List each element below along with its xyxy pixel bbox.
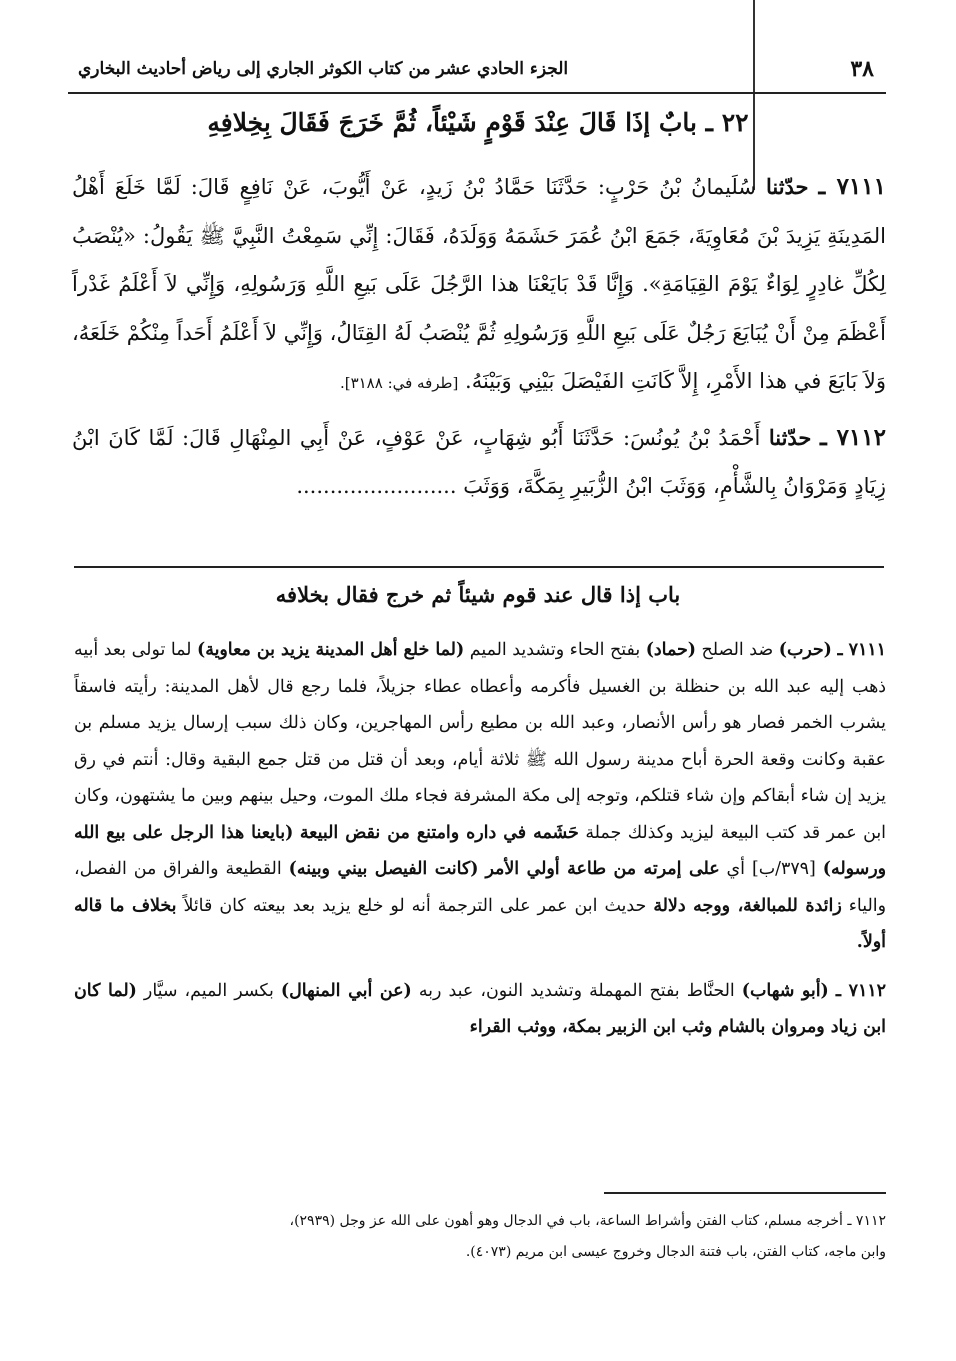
- commentary-term: (بايعنا هذا الرجل على بيع الله ورسوله): [74, 822, 886, 879]
- hadith-body: أَحْمَدُ بْنُ يُونُسَ: حَدَّثَنَا أَبُو شِهَابٍ، عَنْ عَوْفٍ، عَنْ أَبِي المِنْهَالِ قَالَ: لَمَّا كَانَ ابْنُ زِيَادٍ وَمَرْوَانُ بِالشَّأْمِ، وَوَثَبَ ابْنُ الزُّبَيرِ بِمَكَّةَ، وَوَثَبَ: [72, 425, 886, 498]
- running-title: الجزء الحادي عشر من كتاب الكوثر الجاري إلى رياض أحاديث البخاري: [78, 59, 569, 79]
- commentary-term: حَشَمه في داره وامتنع من نقض البيعة: [299, 822, 579, 843]
- commentary-term: (لما خلع أهل المدينة يزيد بن معاوية): [197, 640, 465, 660]
- section-divider: [74, 566, 884, 568]
- commentary-term: (لما كان ابن زياد ومروان بالشام وثب ابن الزبير بمكة، ووثب القراء: [74, 980, 886, 1037]
- hadith-lead: حدّثنا: [768, 424, 812, 450]
- commentary-text: القطيعة والفراق من الفصل، والياء: [74, 859, 886, 916]
- commentary-text: [٣٧٩/ب] أي: [719, 859, 823, 879]
- commentary-term: بخلاف ما قاله أولاً.: [74, 895, 886, 952]
- commentary-term: (أبو شهاب): [741, 980, 829, 1001]
- page-number: ٣٨: [850, 56, 874, 82]
- continuation-dots: ........................: [296, 474, 457, 498]
- commentary-text: حديث ابن عمر على الترجمة أنه لو خلع يزيد بعد بيعته كان قائلاً: [176, 895, 654, 916]
- commentary-title: باب إذا قال عند قوم شيئاً ثم خرج فقال بخلافه: [275, 582, 681, 607]
- commentary-term: على إمرته من طاعة أولي الأمر: [485, 859, 720, 879]
- hadith-text-section: [72, 163, 886, 511]
- page-header: [68, 46, 886, 94]
- footnotes: [74, 1206, 886, 1268]
- commentary-section: [74, 632, 886, 1058]
- commentary-7112: [74, 973, 886, 1046]
- commentary-term: (كانت الفيصل بيني وبينه): [288, 859, 479, 879]
- chapter-title: ٢٢ ـ بابٌ إذَا قَالَ عِنْدَ قَوْمٍ شَيْئاً، ثُمَّ خَرَجَ فَقَالَ بِخِلافِهِ: [207, 108, 749, 137]
- footnote-line: وابن ماجه، كتاب الفتن، باب فتنة الدجال وخروج عيسى ابن مريم (٤٠٧٣).: [465, 1244, 886, 1260]
- commentary-term: زائدة للمبالغة، ووجه دلالة: [653, 895, 842, 916]
- commentary-text: الحنَّاط بفتح المهملة وتشديد النون، عبد ربه: [411, 980, 742, 1001]
- commentary-text: بكسر الميم، سيَّار: [136, 980, 281, 1001]
- gutter-line: [753, 0, 755, 190]
- footnote-line: ٧١١٢ ـ أخرجه مسلم، كتاب الفتن وأشراط الساعة، باب في الدجال وهو أهون على الله عز وجل (٢٩٣٩)،: [289, 1213, 886, 1229]
- hadith-reference: [طرفه في: ٣١٨٨].: [339, 374, 459, 392]
- commentary-number: ٧١١١ ـ: [837, 640, 886, 660]
- hadith-number: ٧١١١ ـ: [818, 173, 886, 200]
- commentary-text: بفتح الحاء وتشديد الميم: [464, 640, 646, 660]
- hadith-7111: [72, 163, 886, 408]
- hadith-number: ٧١١٢ ـ: [819, 423, 886, 451]
- hadith-body: سُلَيمانُ بْنُ حَرْبٍ: حَدَّثَنَا حَمَّادُ بْنُ زَيدٍ، عَنْ أَيُّوبَ، عَنْ نَافِعٍ قَالَ: لَمَّا خَلَعَ أَهْلُ المَدِينَةِ يَزِيدَ بْنَ مُعَاوِيَةَ، جَمَعَ ابْنُ عُمَرَ حَشَمَهُ وَوَلَدَهُ، فَقَالَ: إِنِّي سَمِعْتُ النَّبِيَّ ﷺ يَقُولُ: «يُنْصَبُ لِكُلِّ غادِرٍ لِوَاءٌ يَوْمَ القِيَامَةِ». وَإِنَّا قَدْ بَايَعْنَا هذا الرَّجُلَ عَلَى بَيعِ اللَّهِ وَرَسُولِهِ، وَإِنِّي لاَ أَعْلَمُ غَدْراً أَعْظَمَ مِنْ أَنْ يُبَايَعَ رَجُلٌ عَلَى بَيعِ اللَّهِ وَرَسُولِهِ ثُمَّ يُنْصَبُ لَهُ القِتَالُ، وَإِنِّي لاَ أَعْلَمُ أَحَداً مِنْكُمْ خَلَعَهُ، وَلاَ بَايَعَ في هذا الأَمْرِ، إِلاَّ كَانَتِ الفَيْصَلَ بَيْنِي وَبَيْنَهُ.: [72, 175, 886, 393]
- hadith-lead: حدّثنا: [765, 174, 809, 199]
- commentary-term: (حرب): [778, 640, 832, 660]
- commentary-text: ضد الصلح: [696, 640, 779, 660]
- commentary-number: ٧١١٢ ـ: [835, 980, 886, 1001]
- commentary-term: (عن أبي المنهال): [280, 980, 412, 1001]
- commentary-7111: [74, 632, 886, 961]
- commentary-term: (حماد): [645, 640, 697, 660]
- hadith-7112: [72, 414, 886, 511]
- commentary-text: لما تولى بعد أبيه ذهب إليه عبد الله بن حنظلة بن الغسيل فأكرمه وأعطاه عطاء جزيلاً، فلما رجع قال لأهل المدينة: رأيته فاسقاً يشرب الخمر فصار هو رأس الأنصار، وعبد الله بن مطيع رأس المهاجرين، وكان ذلك سبب إرسال يزيد مسلم بن عقبة وكانت وقعة الحرة أباح مدينة رسول الله ﷺ ثلاثة أيام، وبعد أن قتل من قتل جمع البقية وقال: أنتم في رق يزيد إن شاء أبقاكم وإن شاء قتلكم، وتوجه إلى مكة المشرفة فجاء ملك الموت، وحيل بينهم وبين ما يشتهون، وكان ابن عمر قد كتب البيعة ليزيد وكذلك جملة: [74, 640, 887, 843]
- footnote-divider: [604, 1192, 886, 1194]
